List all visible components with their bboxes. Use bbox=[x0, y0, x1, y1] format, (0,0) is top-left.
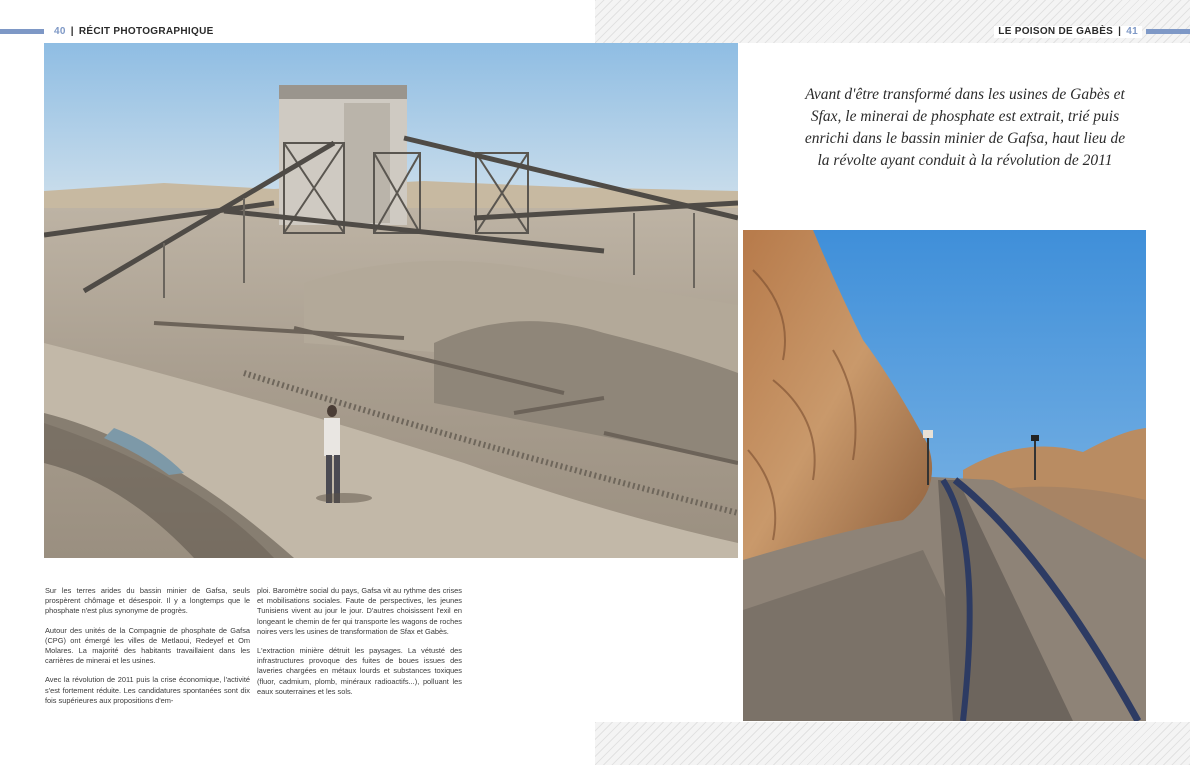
left-running-header bbox=[54, 26, 214, 38]
phosphate-processing-plant-photo bbox=[44, 43, 738, 558]
footer-hatch-panel bbox=[595, 722, 1190, 765]
header-separator: | bbox=[1118, 26, 1122, 37]
right-running-header bbox=[994, 26, 1142, 38]
body-column-2 bbox=[257, 586, 462, 706]
right-page-number: 41 bbox=[1126, 26, 1138, 37]
railway-track-through-rock-cut-photo bbox=[743, 230, 1146, 721]
left-section-title: RÉCIT PHOTOGRAPHIQUE bbox=[78, 26, 214, 37]
left-page-number: 40 bbox=[54, 26, 66, 37]
body-column-1 bbox=[45, 586, 250, 715]
body-paragraph: Avec la révolution de 2011 puis la crise économique, l'activité s'est fortement réduite. Les candidatures spontanées sont dix fois supérieures aux propositions d'em- bbox=[45, 675, 250, 705]
body-paragraph: L'extraction minière détruit les paysages. La vétusté des infrastructures provoque des fuites de boues issues des laveries chargées en métaux lourds et substances toxiques (fluor, cadmium, plomb, minéraux radioactifs...), polluant les eaux souterraines et les sols. bbox=[257, 646, 462, 696]
body-paragraph: Sur les terres arides du bassin minier de Gafsa, seuls prospèrent chômage et désespoir. Il y a longtemps que le phosphate n'est plus synonyme de progrès. bbox=[45, 586, 250, 616]
body-paragraph: Autour des unités de la Compagnie de phosphate de Gafsa (CPG) ont émergé les villes de Metlaoui, Redeyef et Om Molares. La majorité des habitants travaillaient dans les carrières de minerai et les usines. bbox=[45, 625, 250, 666]
right-section-title: LE POISON DE GABÈS bbox=[998, 26, 1114, 37]
right-header-bar bbox=[1146, 29, 1190, 34]
header-separator: | bbox=[70, 26, 74, 37]
left-header-bar bbox=[0, 29, 44, 34]
photo-caption: Avant d'être transformé dans les usines de Gabès et Sfax, le minerai de phosphate est extrait, trié puis enrichi dans le bassin minier de Gafsa, haut lieu de la révolte ayant conduit à la révolution de 2011 bbox=[804, 86, 1126, 169]
body-paragraph: ploi. Baromètre social du pays, Gafsa vit au rythme des crises et mobilisations sociales. Faute de perspectives, les jeunes Tunisiens vivent au jour le jour. D'autres choisissent l'exil en longeant le chemin de fer qui transporte les wagons de roches noires vers les usines de transformation de Sfax et Gabès. bbox=[257, 586, 462, 636]
side-photo bbox=[743, 230, 1146, 721]
main-photo bbox=[44, 43, 738, 558]
